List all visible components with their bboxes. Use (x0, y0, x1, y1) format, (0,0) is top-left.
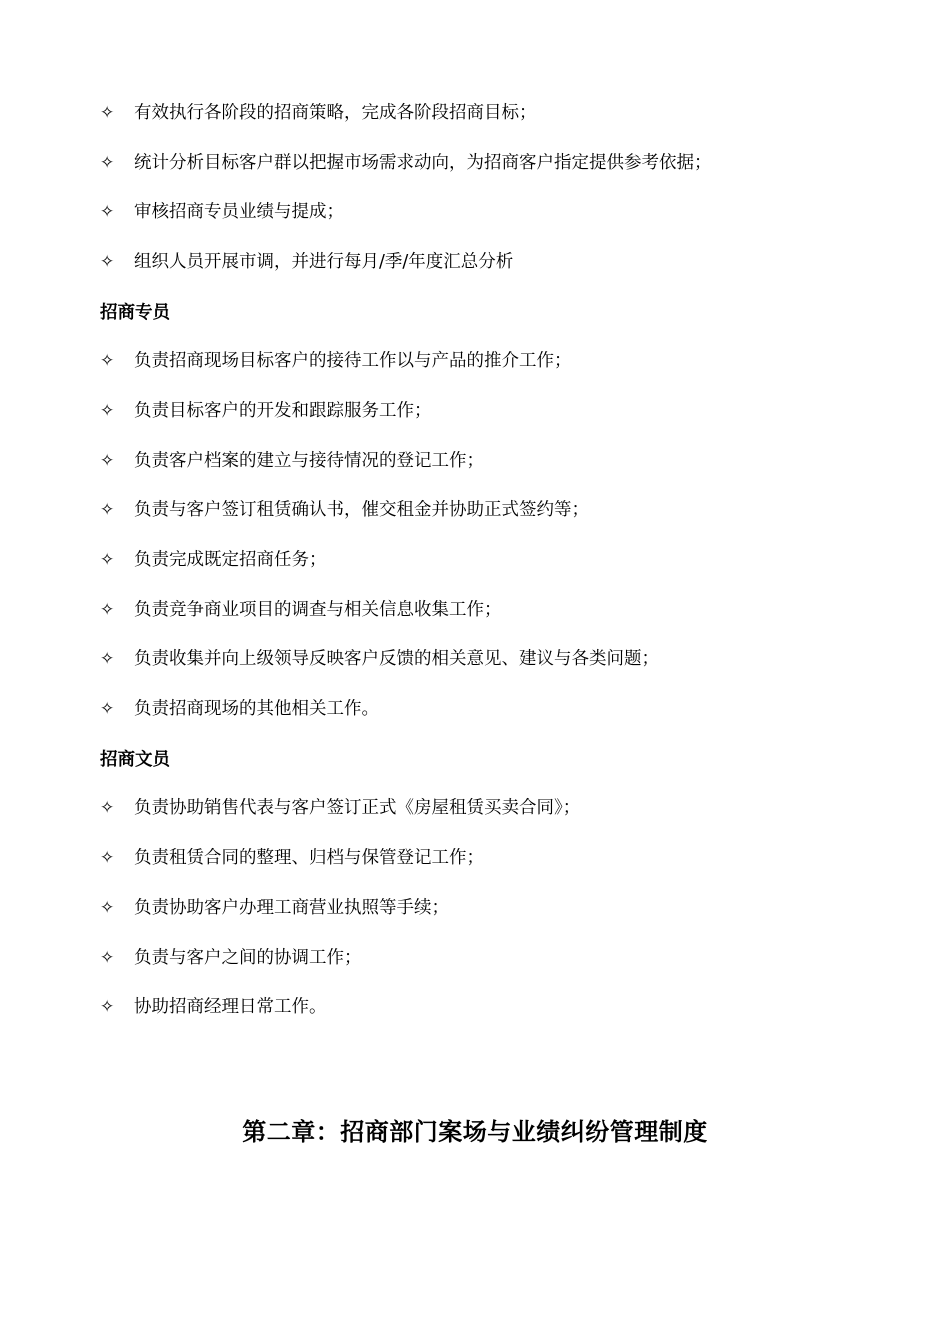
list-item-text: 负责客户档案的建立与接待情况的登记工作； (134, 450, 484, 471)
list-item (100, 88, 900, 138)
diamond-bullet-icon: ✧ (100, 550, 115, 571)
diamond-bullet-icon: ✧ (100, 202, 115, 223)
list-item (100, 933, 900, 983)
diamond-bullet-icon: ✧ (100, 699, 115, 720)
list-item (100, 585, 900, 635)
section-heading-sales-specialist: 招商专员 (100, 303, 170, 324)
list-item-text: 负责完成既定招商任务； (134, 550, 327, 571)
diamond-bullet-icon: ✧ (100, 798, 115, 819)
list-item (100, 187, 900, 237)
list-item (100, 684, 900, 734)
list-item-text: 负责租赁合同的整理、归档与保管登记工作； (134, 848, 484, 869)
list-item-text: 有效执行各阶段的招商策略，完成各阶段招商目标； (134, 102, 537, 123)
diamond-bullet-icon: ✧ (100, 997, 115, 1018)
diamond-bullet-icon: ✧ (100, 500, 115, 521)
duty-list (100, 88, 900, 1032)
diamond-bullet-icon: ✧ (100, 450, 115, 471)
list-item (100, 535, 900, 585)
diamond-bullet-icon: ✧ (100, 102, 115, 123)
diamond-bullet-icon: ✧ (100, 251, 115, 272)
list-item-text: 组织人员开展市调，并进行每月/季/年度汇总分析 (134, 251, 514, 272)
list-item (100, 833, 900, 883)
list-item (100, 386, 900, 436)
list-item-text: 负责协助客户办理工商营业执照等手续； (134, 897, 449, 918)
diamond-bullet-icon: ✧ (100, 599, 115, 620)
list-item-text: 负责与客户签订租赁确认书，催交租金并协助正式签约等； (134, 500, 589, 521)
diamond-bullet-icon: ✧ (100, 947, 115, 968)
list-item (100, 486, 900, 536)
list-item (100, 635, 900, 685)
chapter-title: 第二章：招商部门案场与业绩纠纷管理制度 (242, 1118, 708, 1146)
list-item-text: 负责招商现场目标客户的接待工作以与产品的推介工作； (134, 351, 572, 372)
diamond-bullet-icon: ✧ (100, 351, 115, 372)
diamond-bullet-icon: ✧ (100, 400, 115, 421)
list-item (100, 138, 900, 188)
diamond-bullet-icon: ✧ (100, 897, 115, 918)
list-item-text: 负责招商现场的其他相关工作。 (134, 699, 379, 720)
list-item-text: 负责目标客户的开发和跟踪服务工作； (134, 400, 432, 421)
list-item (100, 436, 900, 486)
diamond-bullet-icon: ✧ (100, 848, 115, 869)
section-heading-sales-clerk: 招商文员 (100, 750, 170, 771)
diamond-bullet-icon: ✧ (100, 152, 115, 173)
list-item-text: 负责收集并向上级领导反映客户反馈的相关意见、建议与各类问题； (134, 649, 659, 670)
list-item (100, 336, 900, 386)
list-item (100, 784, 900, 834)
list-item-text: 负责竞争商业项目的调查与相关信息收集工作； (134, 599, 502, 620)
list-item-text: 统计分析目标客户群以把握市场需求动向，为招商客户指定提供参考依据； (134, 152, 712, 173)
list-item-text: 负责与客户之间的协调工作； (134, 947, 362, 968)
list-item (100, 982, 900, 1032)
list-item-text: 审核招商专员业绩与提成； (134, 202, 344, 223)
list-item-text: 协助招商经理日常工作。 (134, 997, 327, 1018)
diamond-bullet-icon: ✧ (100, 649, 115, 670)
list-item (100, 237, 900, 287)
list-item (100, 883, 900, 933)
list-item-text: 负责协助销售代表与客户签订正式《房屋租赁买卖合同》； (134, 798, 581, 819)
